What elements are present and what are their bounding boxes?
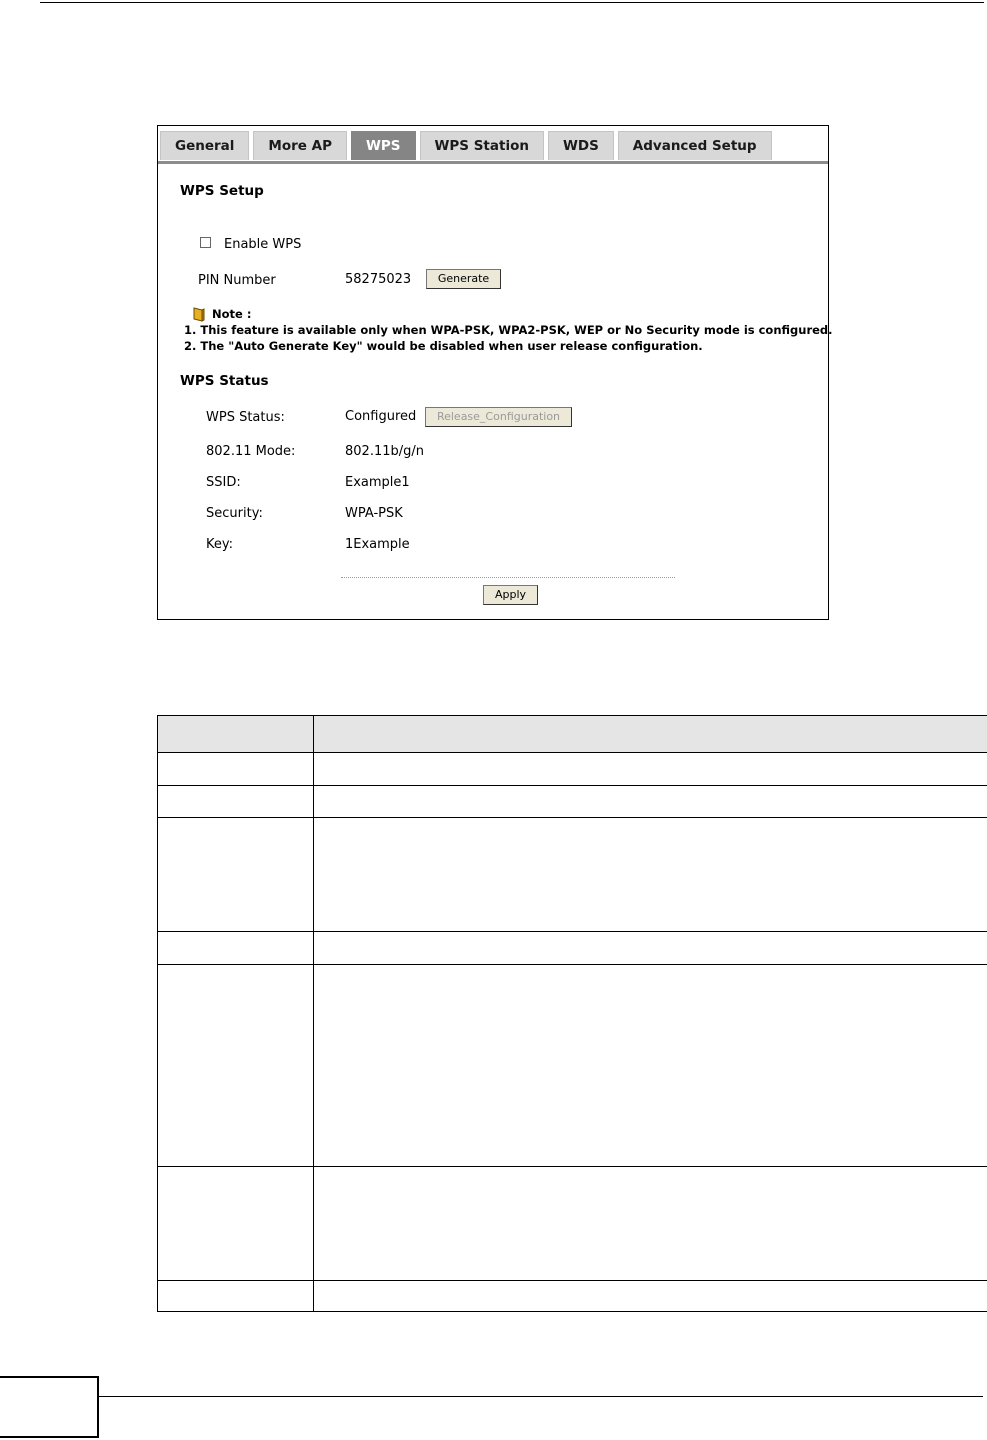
table-cell — [158, 753, 314, 786]
key-value: 1Example — [345, 537, 410, 552]
security-value: WPA-PSK — [345, 506, 403, 521]
table-cell — [314, 965, 987, 1167]
ssid-label: SSID: — [206, 475, 241, 490]
wps-status-label: WPS Status: — [206, 410, 285, 425]
table-row — [158, 965, 987, 1167]
table-cell — [314, 932, 987, 965]
table-header-cell — [158, 716, 314, 753]
table-row — [158, 786, 987, 818]
table-row — [158, 1167, 987, 1281]
table-row — [158, 753, 987, 786]
enable-wps-label: Enable WPS — [224, 237, 302, 252]
field-description-table — [157, 715, 987, 1312]
mode-value: 802.11b/g/n — [345, 444, 424, 459]
tab-wds[interactable]: WDS — [548, 131, 614, 160]
generate-button[interactable]: Generate — [426, 269, 501, 289]
wps-status-title: WPS Status — [180, 373, 269, 389]
table-cell — [158, 932, 314, 965]
table-header-cell — [314, 716, 987, 753]
table-row — [158, 818, 987, 932]
table-cell — [158, 786, 314, 818]
tab-advanced-setup[interactable]: Advanced Setup — [618, 131, 772, 160]
table-cell — [158, 1281, 314, 1312]
table-cell — [158, 965, 314, 1167]
apply-button[interactable]: Apply — [483, 585, 538, 605]
mode-label: 802.11 Mode: — [206, 444, 296, 459]
note-title: Note : — [212, 307, 252, 321]
table-cell — [314, 786, 987, 818]
table-cell — [158, 1167, 314, 1281]
dotted-separator — [341, 577, 675, 578]
wps-setup-title: WPS Setup — [180, 183, 264, 199]
security-label: Security: — [206, 506, 263, 521]
tab-more-ap[interactable]: More AP — [253, 131, 347, 160]
table-cell — [314, 753, 987, 786]
table-cell — [314, 818, 987, 932]
ssid-value: Example1 — [345, 475, 410, 490]
key-label: Key: — [206, 537, 234, 552]
wps-screen-panel — [157, 125, 833, 620]
table-cell — [158, 818, 314, 932]
table-row — [158, 932, 987, 965]
page-number-box — [0, 1376, 99, 1438]
pin-number-label: PIN Number — [198, 273, 276, 288]
tab-underline — [158, 161, 828, 164]
note-line-2: 2. The "Auto Generate Key" would be disabled when user release configuration. — [184, 339, 703, 353]
wps-status-value: Configured — [345, 409, 417, 424]
note-icon — [192, 307, 206, 322]
pin-number-value: 58275023 — [345, 272, 412, 287]
tab-wps[interactable]: WPS — [351, 131, 416, 160]
release-configuration-button[interactable]: Release_Configuration — [425, 407, 572, 427]
page-top-rule — [40, 2, 984, 3]
tab-general[interactable]: General — [160, 131, 249, 160]
table-cell — [314, 1167, 987, 1281]
table-row — [158, 1281, 987, 1312]
note-line-1: 1. This feature is available only when WPA-PSK, WPA2-PSK, WEP or No Security mode is configured. — [184, 323, 833, 337]
note-block — [184, 306, 833, 354]
enable-wps-checkbox[interactable] — [200, 237, 211, 248]
page-bottom-rule — [99, 1396, 983, 1397]
tab-wps-station[interactable]: WPS Station — [420, 131, 544, 160]
table-cell — [314, 1281, 987, 1312]
table-header-row — [158, 716, 987, 753]
tab-bar — [160, 131, 772, 161]
